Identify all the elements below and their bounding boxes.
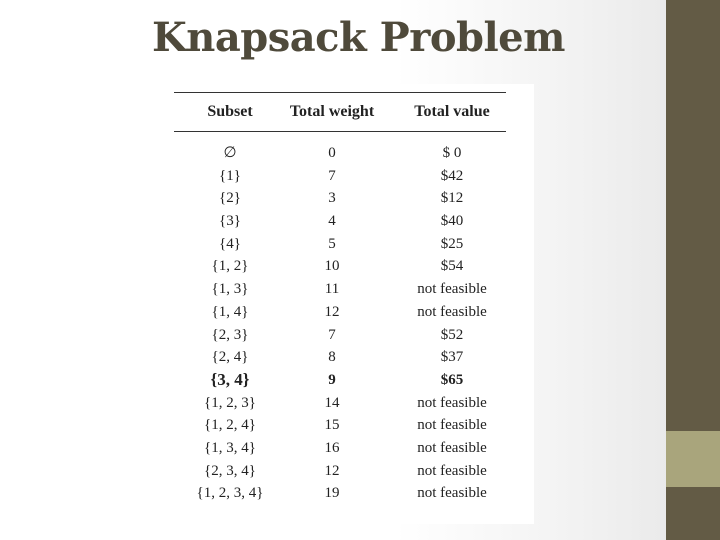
subset-cell: {1, 2, 3} [204, 394, 256, 411]
table-row [170, 392, 534, 415]
weight-cell: 12 [324, 303, 340, 320]
table-row [170, 482, 534, 505]
value-cell: $65 [440, 371, 464, 388]
table-row [170, 278, 534, 301]
table-header-row [170, 98, 534, 126]
subset-cell: {4} [219, 235, 241, 252]
value-cell: $40 [440, 213, 464, 230]
subset-cell: {2, 4} [211, 349, 249, 366]
subset-cell: {1, 3, 4} [204, 439, 256, 456]
weight-cell: 10 [324, 258, 340, 275]
weight-cell: 4 [328, 213, 336, 230]
value-cell: not feasible [417, 417, 487, 434]
table-body [170, 142, 534, 505]
value-cell: $37 [440, 349, 464, 366]
table-row [170, 437, 534, 460]
table-header-rule [174, 131, 506, 132]
table-row [170, 301, 534, 324]
value-cell: $42 [440, 167, 464, 184]
weight-cell: 7 [328, 167, 336, 184]
weight-cell: 7 [328, 326, 336, 343]
sidebar-accent-block [666, 431, 720, 487]
slide-title: Knapsack Problem [152, 14, 565, 61]
value-cell: $ 0 [442, 145, 462, 161]
subset-cell: {2} [219, 190, 241, 207]
table-row [170, 255, 534, 278]
value-cell: not feasible [417, 394, 487, 411]
value-cell: $54 [440, 258, 464, 275]
header-subset: Subset [207, 103, 253, 120]
subset-cell: {1, 2, 4} [204, 417, 256, 434]
subset-cell: {2, 3} [211, 326, 249, 343]
table-row [170, 233, 534, 256]
weight-cell: 15 [324, 417, 340, 434]
value-cell: not feasible [417, 281, 487, 298]
weight-cell: 3 [328, 190, 336, 207]
table-row [170, 142, 534, 165]
subset-cell: {1, 3} [211, 281, 249, 298]
weight-cell: 19 [324, 485, 340, 502]
weight-cell: 11 [324, 281, 340, 298]
value-cell: not feasible [417, 439, 487, 456]
subset-cell: ∅ [223, 145, 237, 161]
weight-cell: 14 [324, 394, 340, 411]
value-cell: $25 [440, 235, 464, 252]
table-row [170, 346, 534, 369]
table-row [170, 187, 534, 210]
subset-cell: {2, 3, 4} [204, 462, 256, 479]
weight-cell: 12 [324, 462, 340, 479]
value-cell: not feasible [417, 303, 487, 320]
subset-cell: {1} [219, 167, 241, 184]
subset-cell: {3} [219, 213, 241, 230]
weight-cell: 16 [324, 439, 340, 456]
subset-cell: {3, 4} [210, 369, 250, 389]
subset-cell: {1, 4} [211, 303, 249, 320]
weight-cell: 0 [328, 145, 336, 161]
header-total-value: Total value [414, 103, 490, 120]
value-cell: $12 [440, 190, 464, 207]
weight-cell: 5 [328, 235, 336, 252]
value-cell: not feasible [417, 462, 487, 479]
table-top-rule [174, 92, 506, 93]
header-total-weight: Total weight [289, 103, 375, 120]
knapsack-table [170, 84, 534, 524]
value-cell: not feasible [417, 485, 487, 502]
table-row-optimal [170, 369, 534, 392]
value-cell: $52 [440, 326, 464, 343]
table-row [170, 460, 534, 483]
subset-cell: {1, 2, 3, 4} [196, 485, 264, 502]
weight-cell: 9 [328, 371, 336, 388]
weight-cell: 8 [328, 349, 336, 366]
table-row [170, 324, 534, 347]
table-row [170, 165, 534, 188]
table-row [170, 414, 534, 437]
table-row [170, 210, 534, 233]
subset-cell: {1, 2} [211, 258, 249, 275]
